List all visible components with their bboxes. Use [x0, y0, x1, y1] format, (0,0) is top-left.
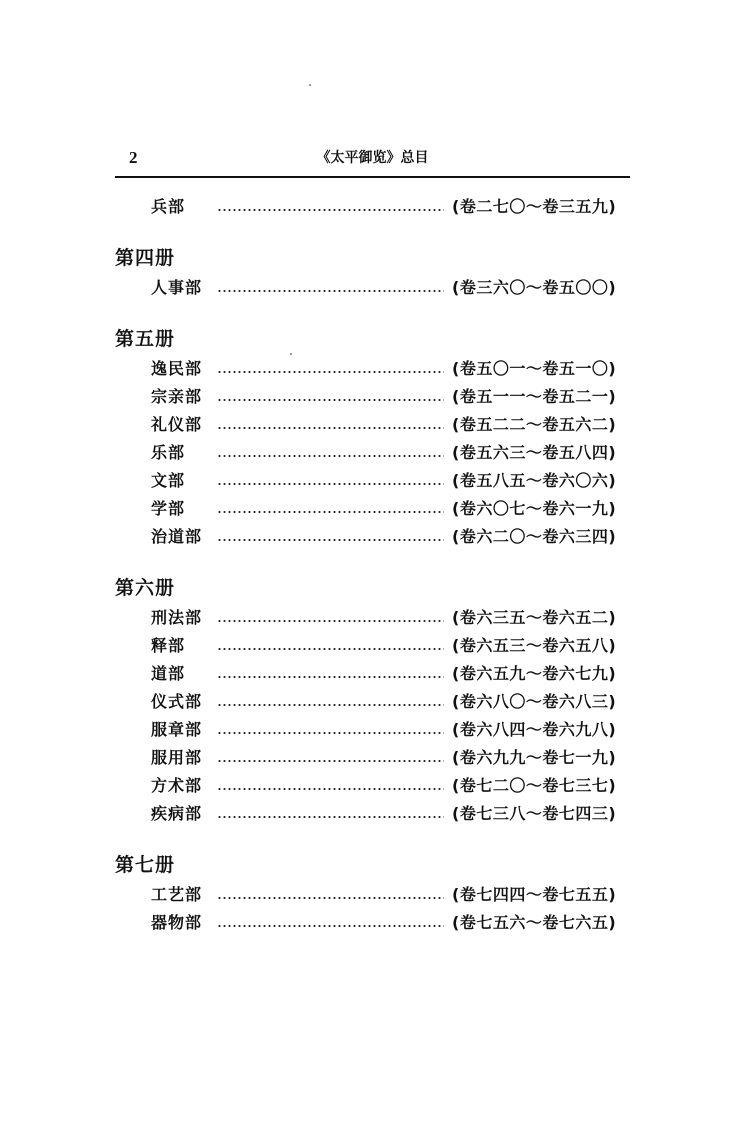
- entry-range: (卷五〇一～卷五一〇): [452, 359, 617, 378]
- page-number: 2: [129, 148, 138, 167]
- entry-range: (卷六五九～卷六七九): [452, 664, 617, 683]
- toc-entry[interactable]: [115, 604, 635, 632]
- dot-leader: [217, 483, 444, 485]
- dot-leader: [217, 455, 444, 457]
- entry-range: (卷二七〇～卷三五九): [452, 197, 617, 216]
- continued-section: [115, 193, 635, 221]
- entry-range: (卷五二二～卷五六二): [452, 415, 617, 434]
- dot-leader: [217, 539, 444, 541]
- entry-range: (卷五八五～卷六〇六): [452, 471, 617, 490]
- toc-entry[interactable]: [115, 881, 635, 909]
- dot-leader: [217, 371, 444, 373]
- entry-range: (卷七二〇～卷七三七): [452, 776, 617, 795]
- dot-leader: [217, 925, 444, 927]
- dot-leader: [217, 704, 444, 706]
- toc-entry[interactable]: [115, 688, 635, 716]
- toc-entry[interactable]: [115, 495, 635, 523]
- entry-range: (卷六五三～卷六五八): [452, 636, 617, 655]
- toc-entry[interactable]: [115, 800, 635, 828]
- dot-leader: [217, 816, 444, 818]
- entry-range: (卷七三八～卷七四三): [452, 804, 617, 823]
- toc-entry[interactable]: [115, 909, 635, 937]
- dot-leader: [217, 897, 444, 899]
- dot-leader: [217, 511, 444, 513]
- entry-name: 宗亲部: [151, 387, 203, 406]
- toc-entry[interactable]: [115, 439, 635, 467]
- entry-range: (卷七四四～卷七五五): [452, 885, 617, 904]
- entry-range: (卷六〇七～卷六一九): [452, 499, 617, 518]
- header-rule: [115, 176, 630, 178]
- entry-range: (卷三六〇～卷五〇〇): [452, 278, 617, 297]
- toc-entry[interactable]: [115, 744, 635, 772]
- entry-name: 服用部: [151, 748, 203, 767]
- dot-leader: [217, 676, 444, 678]
- toc-entry[interactable]: [115, 660, 635, 688]
- entry-name: 方术部: [151, 776, 203, 795]
- entry-name: 文部: [151, 471, 186, 490]
- toc-entry[interactable]: [115, 772, 635, 800]
- entry-range: (卷七五六～卷七六五): [452, 913, 617, 932]
- volume-heading: 第五册: [115, 328, 176, 350]
- entry-name: 仪式部: [151, 692, 203, 711]
- entry-range: (卷六三五～卷六五二): [452, 608, 617, 627]
- entry-name: 疾病部: [151, 804, 203, 823]
- dot-leader: [217, 209, 444, 211]
- entry-name: 道部: [151, 664, 186, 683]
- toc-entry[interactable]: [115, 632, 635, 660]
- toc-entry[interactable]: [115, 716, 635, 744]
- volume-heading: 第六册: [115, 577, 176, 599]
- toc-entry[interactable]: [115, 355, 635, 383]
- dot-leader: [217, 648, 444, 650]
- entry-name: 兵部: [151, 197, 186, 216]
- entry-name: 工艺部: [151, 885, 203, 904]
- page-header: [115, 146, 630, 176]
- entry-name: 释部: [151, 636, 186, 655]
- volume-heading: 第四册: [115, 247, 176, 269]
- dot-leader: [217, 760, 444, 762]
- running-title: 《太平御览》总目: [316, 150, 429, 166]
- volume-heading: 第七册: [115, 854, 176, 876]
- entry-name: 服章部: [151, 720, 203, 739]
- entry-name: 乐部: [151, 443, 186, 462]
- entry-range: (卷五一一～卷五二一): [452, 387, 617, 406]
- entry-range: (卷六二〇～卷六三四): [452, 527, 617, 546]
- dot-leader: [217, 427, 444, 429]
- volume-section: [115, 575, 635, 828]
- dot-leader: [217, 399, 444, 401]
- entry-range: (卷五六三～卷五八四): [452, 443, 617, 462]
- dot-leader: [217, 788, 444, 790]
- toc-entry[interactable]: [115, 383, 635, 411]
- entry-range: (卷六八四～卷六九八): [452, 720, 617, 739]
- toc-entry[interactable]: [115, 523, 635, 551]
- entry-name: 人事部: [151, 278, 203, 297]
- entry-range: (卷六九九～卷七一九): [452, 748, 617, 767]
- scan-speck: [309, 84, 311, 86]
- entry-name: 器物部: [151, 913, 203, 932]
- toc-entry[interactable]: [115, 274, 635, 302]
- entry-name: 刑法部: [151, 608, 203, 627]
- volume-section: [115, 326, 635, 551]
- toc-entry[interactable]: [115, 193, 635, 221]
- entry-name: 治道部: [151, 527, 203, 546]
- volume-section: [115, 852, 635, 937]
- entry-name: 学部: [151, 499, 186, 518]
- toc-entry[interactable]: [115, 467, 635, 495]
- entry-name: 礼仪部: [151, 415, 203, 434]
- dot-leader: [217, 620, 444, 622]
- volume-section: [115, 245, 635, 302]
- table-of-contents: [115, 193, 635, 937]
- dot-leader: [217, 290, 444, 292]
- toc-entry[interactable]: [115, 411, 635, 439]
- entry-range: (卷六八〇～卷六八三): [452, 692, 617, 711]
- dot-leader: [217, 732, 444, 734]
- entry-name: 逸民部: [151, 359, 203, 378]
